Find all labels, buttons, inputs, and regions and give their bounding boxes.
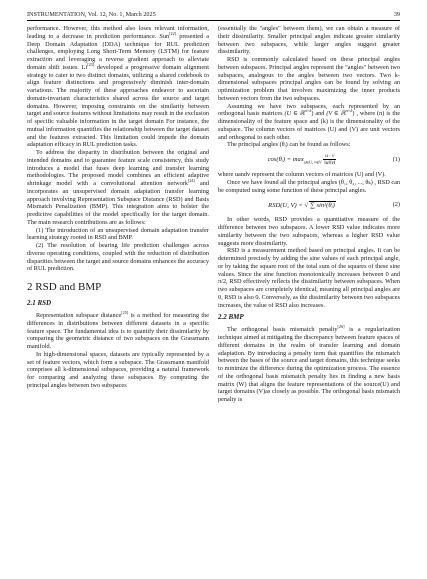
paragraph: In other words, RSD provides a quantitative measure of the difference between two subspaces. A lower RSD value indicates more similarity between the two subspaces, whereas a higher RSD value suggests more dissimilarity. xyxy=(218,216,400,247)
paragraph: Assuming we have two subspaces, each represented by an orthogonal basis matrices (U ∈ ℝ$^{n\times k}$) and (V ∈ ℝ$^{n\times k}$) , where (n) is the dimensionality of the feature space and (k) is the dimensionality of the subspace. The column vectors of matrices (U) and (V) are unit vectors and orthogonal to each other. xyxy=(218,102,400,141)
paragraph: The principal angles (θᵢ) can be found as follows: xyxy=(227,141,351,149)
paragraph: where uandv represent the column vectors of matrices (U) and (V). xyxy=(218,171,386,178)
paragraph: RSD is a measurement method based on principal angles. It can be determined precisely by adding the sine values of each principal angle, or by taking the square root of the total sum of the squares of these sine values. Since the sine function monotonically increases between 0 and π/2, RSD effectively reflects the dissimilarity between subspaces. When two subspaces are completely identical, meaning all principal angles are 0, RSD is also 0. Conversely, as the dissimilarity between two subspaces increases, the value of RSD also increases. xyxy=(218,247,400,309)
citation: [26] xyxy=(337,324,345,330)
running-header xyxy=(27,10,400,21)
contribution-2: (2) The resolution of bearing life prediction challenges across diverse operating conditions, coupled with the reduction of distribution disparities between the target and source domains enhances the accuracy of RUL prediction. xyxy=(27,242,209,273)
equation-1: cos(θᵢ) = $\max_{u\in U, v\in V}$ $\frac{u \cdot v}{‖u‖‖v‖}$ (1) xyxy=(267,153,400,167)
right-column xyxy=(218,25,400,404)
contribution-1: (1) The introduction of an unsupervised domain adaptation transfer learning strategy rooted in RSD and BMP. xyxy=(27,226,209,242)
left-column xyxy=(27,25,209,390)
citation: [23] xyxy=(87,61,95,67)
section-title: 2 RSD and BMP xyxy=(27,281,102,293)
paragraph: Once we have found all the principal angles (θ₁, θ₂, ..., θₖ) , RSD can be computed using some function of these principal angles. xyxy=(218,178,400,194)
citation: [25] xyxy=(121,309,129,315)
journal-name: INSTRUMENTATION, Vol. 12, No. 1, March 2025 xyxy=(27,11,156,18)
paragraph: To address the disparity in distribution between the original and intended domains and to guarantee feature scale consistency, this study introduces a model that fuses deep learning and transfer learning methodologies. The proposed model combines an efficient adaptive shrinkage model with a convolutional attention network[24] and incorporates an unsupervised domain adaptation transfer learning approach involving Representation Subspace Distance (RSD) and Basis Mismatch Penalization (BMP). This integration aims to bolster the predictive capabilities of the model specifically for the target domain. The main research contributions are as follows: xyxy=(27,149,209,226)
subsection-title: 2.1 RSD xyxy=(27,299,52,307)
page-number: 39 xyxy=(393,11,400,18)
paragraph: In high-dimensional spaces, datasets are typically represented by a set of feature vectors, which form a subspace. The Grassmann manifold comprises all k-dimensional subspaces, providing a natural framework for comparing and analyzing these subspaces. By computing the principal angles between two subspaces xyxy=(27,350,209,389)
paragraph: (essentially the "angles" between them), we can obtain a measure of their dissimilarity. Smaller principal angles indicate greater similarity between two subspaces, while larger angles suggest greater dissimilarity. xyxy=(218,25,400,56)
citation: [24] xyxy=(187,177,195,183)
subsection-title: 2.2 BMP xyxy=(218,313,244,322)
citation: [22] xyxy=(169,30,177,36)
paragraph: RSD is commonly calculated based on these principal angles between subspaces. Principal angles represent the "angles" between two subspaces, analogous to the angles between two vectors. Two k-dimensional subspaces principal angles can be found by solving an optimization problem that involves maximizing the inner products between vectors from the two subspaces. xyxy=(218,56,400,102)
paragraph: The orthogonal basis mismatch penalty[26] is a regularization technique aimed at mitigating the discrepancy between feature spaces of different domains in the realm of transfer learning and domain adaptation. By introducing a penalty term that quantifies the mismatch between the bases of the source and target domains, this technique seeks to minimize the difference during the optimization process. The essence of the orthogonal basis mismatch penalty lies in finding a new basis matrix (W) that aligns the feature representations of the source(U) and target domains (V)as closely as possible. The orthogonal basis mismatch penalty is xyxy=(218,324,400,403)
equation-2: RSD(U, V) = √ ∑ sin²(θᵢ) (2) xyxy=(268,201,400,209)
paragraph: performance. However, this method also loses relevant information, leading to a decrease in prediction performance. Sun[22] presented a Deep Domain Adaptation (DDA) technique for RUL prediction challenges, employing Long Short-Term Memory (LSTM) for feature extraction and leveraging a reverse gradient approach to alleviate domain shift issues. Li[23] developed a progressive domain alignment strategy to cater to two distinct domains, utilizing a shared codebook to align feature distinctions and progressively diminish inter-domain variations. The majority of these approaches endeavor to ascertain domain-invariant characteristics shared across the source and target domains. However, imposing constraints on the similarity between target and source features without limitations may result in the exclusion of specific valuable information in the target domain For instance, the mutual information quantifies the relationship between the target dataset and the features extracted. This limitation could impede the domain adaptation efficacy in RUL prediction tasks. xyxy=(27,25,209,149)
paragraph: Representation subspace distance[25] is a method for measuring the differences in distributions between different datasets in a specific feature space. The fundamental idea is to quantify their dissimilarity by comparing the geometric distance of two subspaces on the Grassmann manifold. xyxy=(27,309,209,350)
equation-number: (1) xyxy=(392,156,400,164)
equation-number: (2) xyxy=(392,201,400,209)
